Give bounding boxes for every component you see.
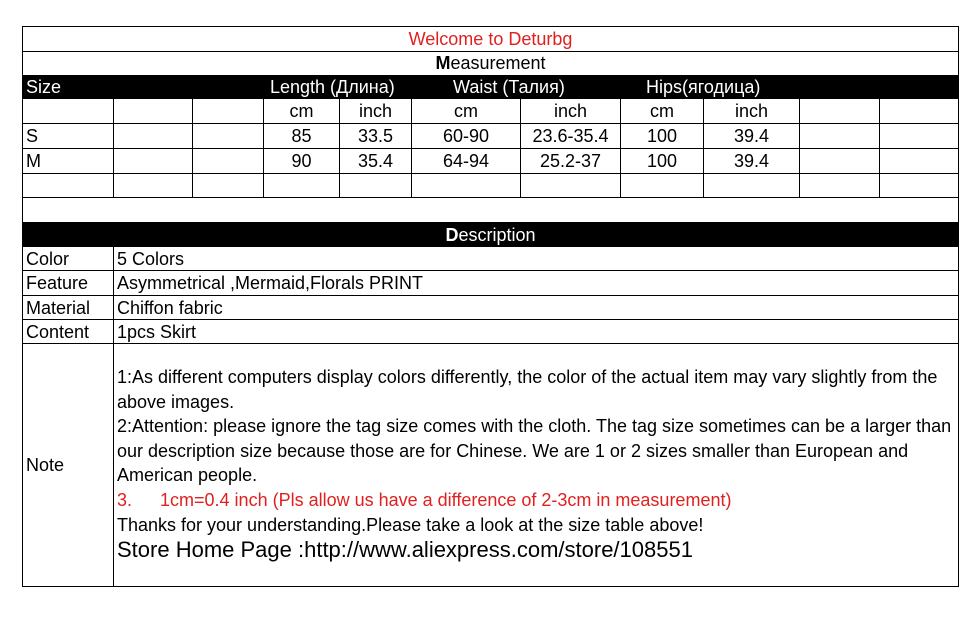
unit-cell: inch	[340, 99, 412, 123]
size-header: Size	[26, 77, 62, 97]
description-value: Asymmetrical ,Mermaid,Florals PRINT	[117, 273, 424, 293]
unit-cell: inch	[521, 99, 621, 123]
hips-header: Hips(ягодица)	[646, 77, 761, 97]
length-cm-cell: 85	[264, 124, 340, 148]
length-inch-cell: 33.5	[340, 124, 412, 148]
waist-cm-cell: 60-90	[412, 124, 521, 148]
hips-cm-cell: 100	[621, 124, 704, 148]
length-cm-cell: 90	[264, 149, 340, 173]
unit-cell: cm	[412, 99, 521, 123]
welcome-row	[23, 27, 958, 52]
size-chart-sheet	[22, 26, 959, 587]
size-header-row	[23, 76, 958, 99]
waist-cm-cell: 64-94	[412, 149, 521, 173]
welcome-title: Welcome to Deturbg	[408, 29, 573, 49]
note-line: Thanks for your understanding.Please take a look at the size table above!	[117, 514, 704, 535]
size-cell: S	[23, 124, 114, 148]
hips-inch-cell: 39.4	[704, 124, 800, 148]
description-label: Color	[23, 247, 114, 270]
description-value: 1pcs Skirt	[117, 322, 197, 342]
note-row	[23, 344, 958, 586]
measurement-title: Measurement	[435, 53, 546, 73]
units-row	[23, 99, 958, 124]
table-row	[23, 149, 958, 174]
description-value: 5 Colors	[117, 249, 185, 269]
length-inch-cell: 35.4	[340, 149, 412, 173]
spacer-row	[23, 198, 958, 222]
description-label: Feature	[23, 271, 114, 295]
size-cell: M	[23, 149, 114, 173]
table-row	[23, 174, 958, 198]
waist-inch-cell: 23.6-35.4	[521, 124, 621, 148]
length-header: Length (Длина)	[270, 77, 395, 97]
note-line: 1:As different computers display colors differently, the color of the actual item may vary slightly from the above images.	[117, 367, 938, 412]
measurement-title-row	[23, 52, 958, 76]
description-value: Chiffon fabric	[117, 298, 223, 318]
waist-header: Waist (Талия)	[453, 77, 565, 97]
store-home-page: Store Home Page :http://www.aliexpress.com/store/108551	[117, 537, 693, 563]
description-row	[23, 296, 958, 320]
description-row	[23, 247, 958, 271]
hips-cm-cell: 100	[621, 149, 704, 173]
description-row	[23, 320, 958, 344]
unit-cell: inch	[704, 99, 800, 123]
unit-cell: cm	[264, 99, 340, 123]
note-line-highlight: 3. 1cm=0.4 inch (Pls allow us have a difference of 2-3cm in measurement)	[117, 489, 732, 510]
description-header-row	[23, 222, 958, 247]
note-label: Note	[23, 344, 114, 586]
description-label: Content	[23, 320, 114, 343]
description-title: Description	[445, 225, 536, 245]
hips-inch-cell: 39.4	[704, 149, 800, 173]
note-line: 2:Attention: please ignore the tag size comes with the cloth. The tag size sometimes can be a larger than our description size because those are for Chinese. We are 1 or 2 sizes smaller than European and American people.	[117, 416, 952, 486]
description-row	[23, 271, 958, 296]
note-text	[115, 344, 958, 563]
unit-cell: cm	[621, 99, 704, 123]
waist-inch-cell: 25.2-37	[521, 149, 621, 173]
description-label: Material	[23, 296, 114, 319]
table-row	[23, 124, 958, 149]
